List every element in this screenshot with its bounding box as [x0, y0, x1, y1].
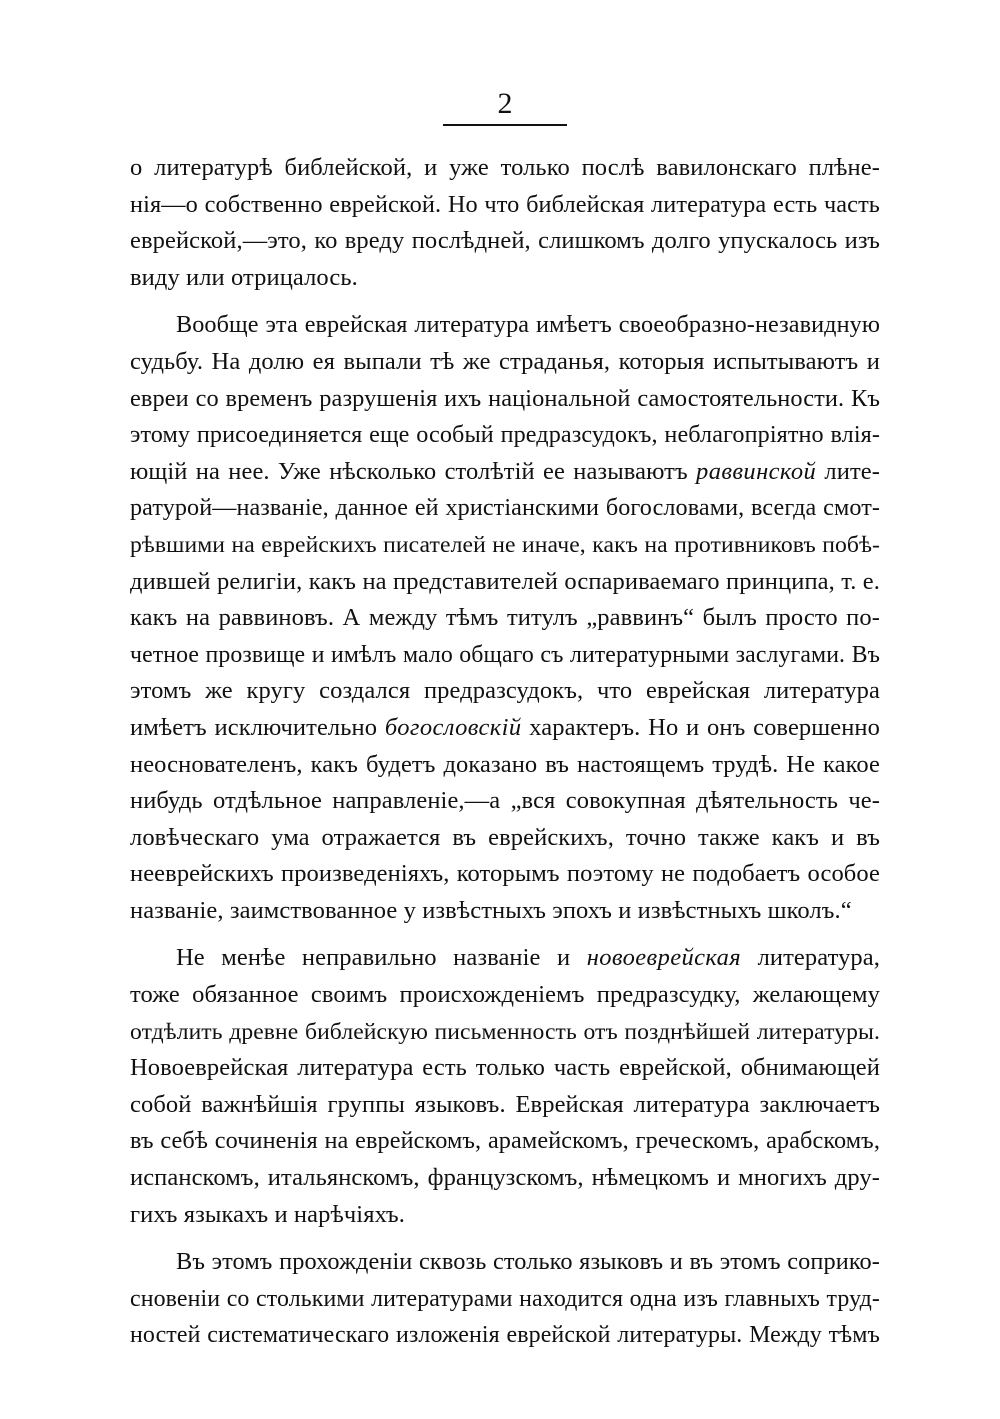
- text-line: нееврейскихъ произведеніяхъ, которымъ поэтому не подобаетъ особое: [130, 860, 880, 888]
- text-line: о литературѣ библейской, и уже только послѣ вавилонскаго плѣне-: [130, 154, 880, 181]
- text-line: Въ этомъ прохожденіи сквозь столько языковъ и въ этомъ соприко-: [176, 1248, 880, 1276]
- text-line: рѣвшими на еврейскихъ писателей не иначе, какъ на противниковъ побѣ-: [130, 531, 880, 558]
- paragraph: [130, 150, 880, 296]
- emphasized-term: богословскій: [384, 713, 522, 741]
- text-line: евреи со временъ разрушенія ихъ національной самостоятельности. Къ: [130, 384, 880, 412]
- text-line: собой важнѣйшія группы языковъ. Еврейская литература заключаетъ: [130, 1090, 880, 1118]
- text-line: виду или отрицалось.: [130, 263, 358, 291]
- text-line: Новоеврейская литература есть только часть еврейской, обнимающей: [130, 1054, 880, 1082]
- paragraph: [130, 940, 880, 1233]
- text-line: дившей религіи, какъ на представителей оспариваемаго принципа, т. е.: [130, 567, 880, 595]
- body-text: [130, 150, 880, 1365]
- text-line: какъ на раввиновъ. А между тѣмъ титулъ „раввинъ“ былъ просто по-: [130, 604, 880, 632]
- text-line: нибудь отдѣльное направленіе,—а „вся совокупная дѣятельность че-: [130, 787, 880, 815]
- text-line: неоснователенъ, какъ будетъ доказано въ настоящемъ трудѣ. Не какое: [130, 750, 880, 778]
- page-number: 2: [443, 88, 567, 126]
- text-line: еврейской,—это, ко вреду послѣдней, слишкомъ долго упускалось изъ: [130, 227, 880, 255]
- text-line: испанскомъ, итальянскомъ, французскомъ, нѣмецкомъ и многихъ дру-: [130, 1164, 880, 1192]
- text-line: въ себѣ сочиненія на еврейскомъ, арамейскомъ, греческомъ, арабскомъ,: [130, 1127, 880, 1155]
- text-line: гихъ языкахъ и нарѣчіяхъ.: [130, 1200, 405, 1228]
- text-line: ющій на нее. Уже нѣсколько столѣтій ее называютъ раввинской лите-: [130, 457, 880, 485]
- text-line: тоже обязанное своимъ происхожденіемъ предразсудку, желающему: [130, 981, 880, 1009]
- text-line: судьбу. На долю ея выпали тѣ же страданья, которыя испытываютъ и: [130, 347, 880, 375]
- emphasized-term: раввинской: [696, 457, 817, 485]
- text-line: нія—о собственно еврейской. Но что библейская литература есть часть: [130, 190, 880, 218]
- text-line: Не менѣе неправильно названіе и новоеврейская литература,: [176, 944, 880, 972]
- text-line: сновеніи со столькими литературами находится одна изъ главныхъ труд-: [130, 1285, 880, 1312]
- text-line: ратурой—названіе, данное ей христіанскими богословами, всегда смот-: [130, 494, 880, 522]
- paragraph: [130, 307, 880, 929]
- emphasized-term: новоеврейская: [586, 944, 742, 972]
- text-line: имѣетъ исключительно богословскій характеръ. Но и онъ совершенно: [130, 713, 880, 741]
- text-line: ностей систематическаго изложенія еврейской литературы. Между тѣмъ: [130, 1322, 880, 1349]
- text-line: названіе, заимствованное у извѣстныхъ эпохъ и извѣстныхъ школъ.“: [130, 896, 852, 924]
- text-line: отдѣлить древне библейскую письменность отъ позднѣйшей литературы.: [130, 1018, 880, 1045]
- text-line: четное прозвище и имѣлъ мало общаго съ литературными заслугами. Въ: [130, 641, 880, 668]
- paragraph: [130, 1244, 880, 1354]
- text-line: ловѣческаго ума отражается въ еврейскихъ, точно также какъ и въ: [130, 823, 880, 851]
- text-line: этому присоединяется еще особый предразсудокъ, неблагопріятно влія-: [130, 421, 880, 449]
- text-line: этомъ же кругу создался предразсудокъ, что еврейская литература: [130, 677, 880, 705]
- text-line: Вообще эта еврейская литература имѣетъ своеобразно-незавидную: [176, 311, 880, 339]
